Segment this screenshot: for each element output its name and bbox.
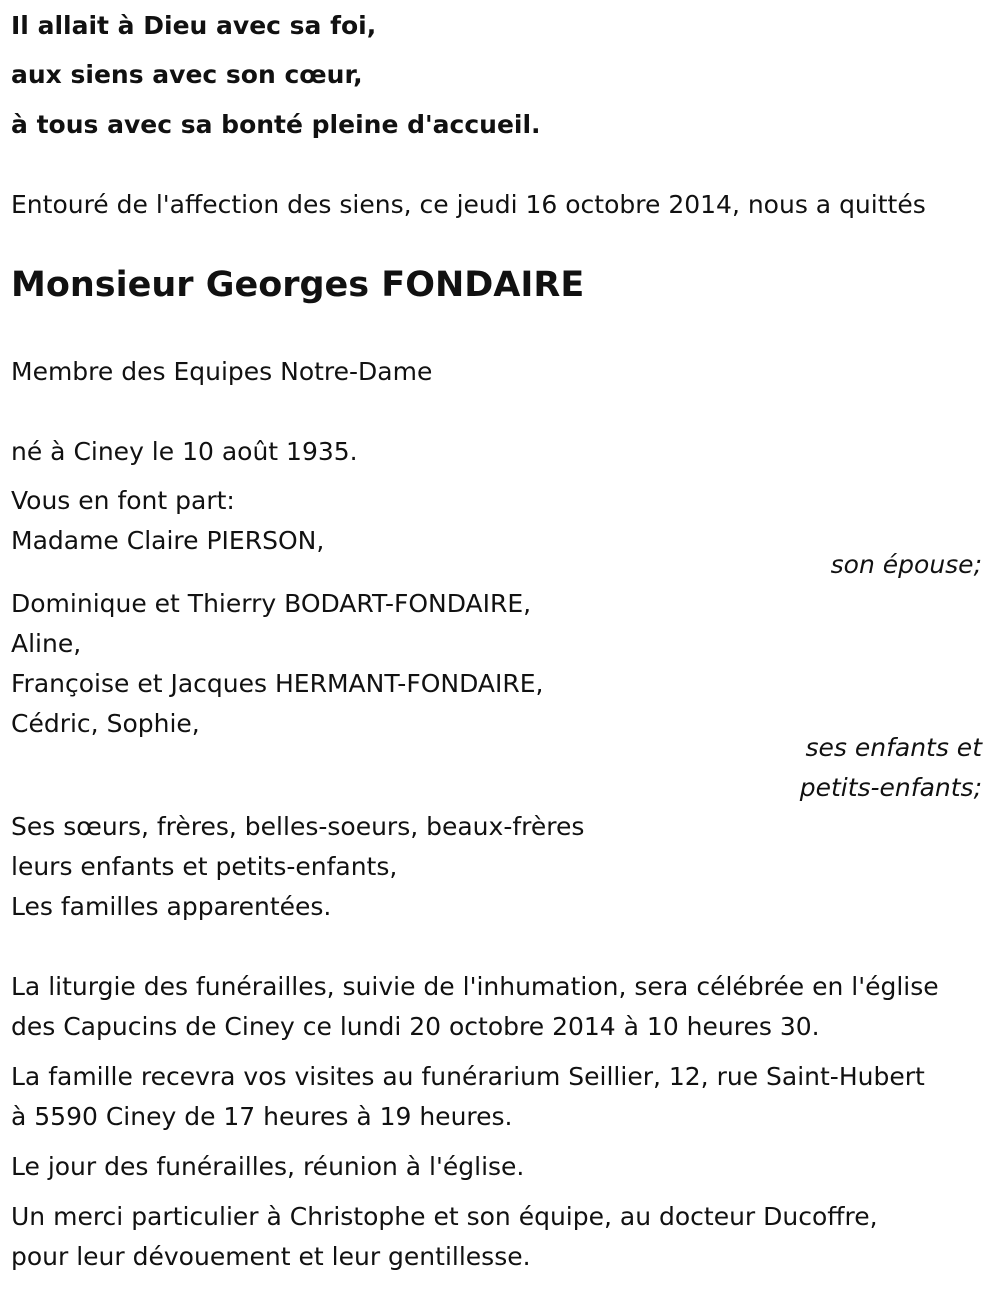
liturgy-line: La liturgie des funérailles, suivie de l'inhumation, sera célébrée en l'église xyxy=(11,972,939,1001)
motto-line: Il allait à Dieu avec sa foi, xyxy=(11,11,377,40)
obituary-notice xyxy=(11,0,991,1292)
thanks-line: Un merci particulier à Christophe et son équipe, au docteur Ducoffre, xyxy=(11,1202,878,1231)
visits-line: La famille recevra vos visites au funérarium Seillier, 12, rue Saint-Hubert xyxy=(11,1062,925,1091)
announce-text: Vous en font part: xyxy=(11,486,235,515)
family-line: Les familles apparentées. xyxy=(11,892,332,921)
liturgy-line: des Capucins de Ciney ce lundi 20 octobre 2014 à 10 heures 30. xyxy=(11,1012,820,1041)
children-line: Aline, xyxy=(11,629,82,658)
children-line: Cédric, Sophie, xyxy=(11,709,200,738)
deceased-name: Monsieur Georges FONDAIRE xyxy=(11,265,585,305)
spouse-name: Madame Claire PIERSON, xyxy=(11,526,325,555)
family-line: Ses sœurs, frères, belles-soeurs, beaux-frères xyxy=(11,812,585,841)
family-line: leurs enfants et petits-enfants, xyxy=(11,852,398,881)
membership-text: Membre des Equipes Notre-Dame xyxy=(11,357,433,386)
visits-line: à 5590 Ciney de 17 heures à 19 heures. xyxy=(11,1102,513,1131)
spouse-relation: son épouse; xyxy=(830,550,982,579)
birth-text: né à Ciney le 10 août 1935. xyxy=(11,437,358,466)
children-relation: petits-enfants; xyxy=(799,773,982,802)
children-relation: ses enfants et xyxy=(805,733,982,762)
children-line: Dominique et Thierry BODART-FONDAIRE, xyxy=(11,589,532,618)
thanks-line: pour leur dévouement et leur gentillesse. xyxy=(11,1242,531,1271)
intro-text: Entouré de l'affection des siens, ce jeudi 16 octobre 2014, nous a quittés xyxy=(11,190,926,219)
motto-line: à tous avec sa bonté pleine d'accueil. xyxy=(11,110,541,139)
motto-line: aux siens avec son cœur, xyxy=(11,60,363,89)
children-line: Françoise et Jacques HERMANT-FONDAIRE, xyxy=(11,669,544,698)
meeting-text: Le jour des funérailles, réunion à l'église. xyxy=(11,1152,525,1181)
